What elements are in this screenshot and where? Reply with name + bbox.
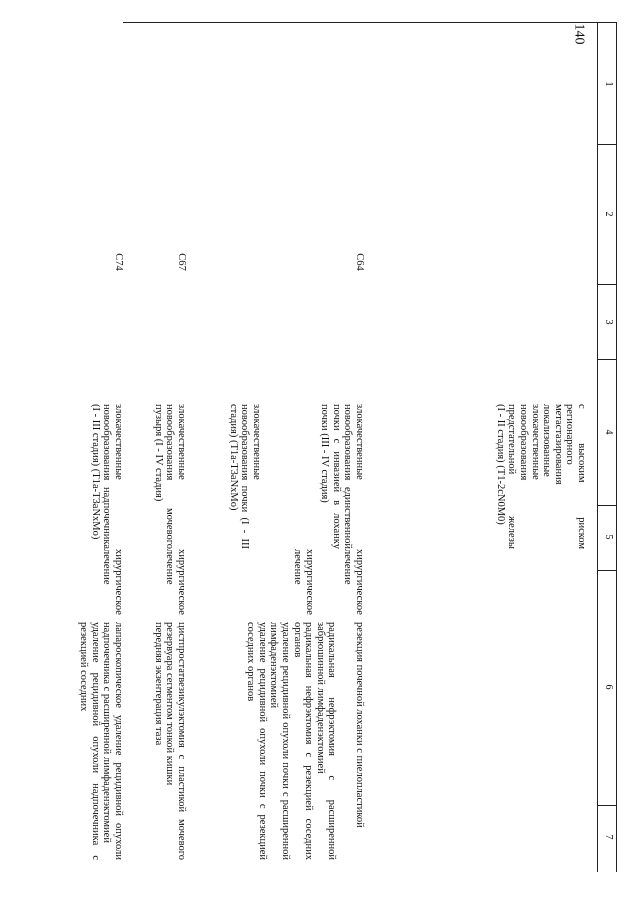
- row-code-c74: C74: [113, 253, 124, 271]
- intro-line: злокачественные: [529, 404, 541, 480]
- intro-line: (I - II стадия) (T1-2cN0M0): [494, 404, 506, 525]
- method-item: удаление рецидивной опухоли надпочечника с резекцией соседних: [78, 622, 101, 860]
- intro-line: регионарного: [564, 404, 576, 465]
- methods-c64: [245, 622, 365, 860]
- method-item: удаление рецидивной опухоли почки с расширенной лимфаденэктомией: [268, 622, 292, 860]
- header-rule: [597, 22, 598, 872]
- method-item: передняя экзентерация таза: [152, 622, 164, 746]
- treatment-c67: хирургическое лечение: [164, 549, 187, 615]
- col-divider: [598, 570, 617, 571]
- header-col-3: 3: [603, 319, 614, 325]
- intro-diagnosis: [494, 404, 587, 549]
- treatment-c64-b: хирургическое лечение: [292, 549, 315, 615]
- rotated-table: [78, 22, 617, 872]
- header-col-6: 6: [603, 684, 614, 690]
- row-code-c64: C64: [354, 253, 365, 271]
- intro-line: метастазирования: [552, 404, 564, 485]
- table-top-rule: [616, 22, 617, 872]
- header-col-7: 7: [603, 834, 614, 840]
- col-divider: [598, 144, 617, 145]
- methods-c67: [152, 622, 187, 860]
- header-col-2: 2: [603, 211, 614, 217]
- diagnosis-c67: злокачественные новообразования мочевого пузыря (I - IV стадия): [152, 404, 187, 549]
- methods-c74: [78, 622, 124, 860]
- col-divider: [598, 505, 617, 506]
- intro-line: предстательной железы: [506, 404, 518, 549]
- col-divider: [598, 359, 617, 360]
- intro-line: с высоким риском: [576, 404, 587, 549]
- header-col-1: 1: [603, 81, 614, 87]
- method-item: удаление рецидивной опухоли почки с резекцией соседних органов: [245, 622, 268, 860]
- diagnosis-c64-a: злокачественные новообразования единственной почки с инвазией в лоханку почки (III - IV стадия): [319, 404, 365, 549]
- diagnosis-c64-b: злокачественные новообразования почки (I - III стадия) (T1a-T3aNxMo): [227, 404, 262, 549]
- method-item: резекция почечной лоханки с пиелопластикой: [354, 622, 365, 828]
- table-left-rule: [123, 22, 617, 23]
- col-divider: [598, 284, 617, 285]
- intro-line: локализованные: [541, 404, 553, 477]
- header-col-4: 4: [603, 429, 614, 435]
- method-item: цистпростатвезикулэктомия с пластикой мочевого резервуара сегментом тонкой кишки: [164, 622, 187, 860]
- treatment-c64-a: хирургическое лечение: [342, 549, 365, 615]
- intro-line: новообразования: [518, 404, 530, 481]
- method-item: радикальная нефрэктомия с расширенной забрюшинной лимфаденэктомией: [314, 622, 338, 860]
- row-code-c67: C67: [176, 253, 187, 271]
- col-divider: [598, 805, 617, 806]
- diagnosis-c74: злокачественные новообразования надпочечника (I - III стадия) (T1a-T3aNxMo): [89, 404, 124, 549]
- method-item: лапароскопическое удаление рецидивной опухоли надпочечника с расширенной лимфаденэктомией: [101, 622, 124, 860]
- page-number: 140: [571, 23, 587, 45]
- method-item: радикальная нефрэктомия с резекцией соседних органов: [291, 622, 315, 860]
- treatment-c74: хирургическое лечение: [101, 549, 124, 615]
- header-col-5: 5: [603, 534, 614, 540]
